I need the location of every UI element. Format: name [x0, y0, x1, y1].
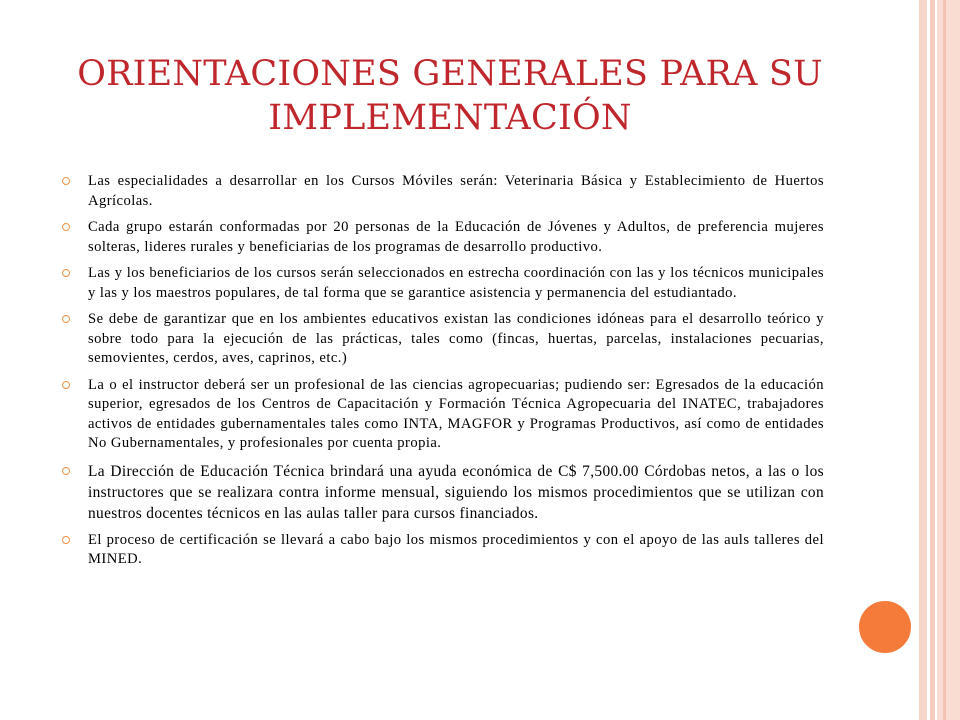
bullet-item: [62, 172, 824, 211]
decorative-stripe: [937, 0, 960, 720]
slide-title: ORIENTACIONES GENERALES PARA SU IMPLEMENTACIÓN: [77, 54, 823, 138]
bullet-text: Las especialidades a desarrollar en los Cursos Móviles serán: Veterinaria Básica y Establecimiento de Huertos Agrícolas.: [88, 173, 824, 209]
bullet-item: [62, 264, 824, 303]
bullet-marker-icon: [62, 269, 70, 277]
bullet-marker-icon: [62, 536, 70, 544]
decorative-circle: [856, 598, 914, 656]
bullet-marker-icon: [62, 467, 70, 475]
bullet-marker-icon: [62, 223, 70, 231]
bullet-list: [62, 172, 824, 577]
bullet-marker-icon: [62, 177, 70, 185]
bullet-marker-icon: [62, 315, 70, 323]
bullet-item: [62, 376, 824, 454]
bullet-item: [62, 218, 824, 257]
bullet-item: [62, 461, 824, 524]
bullet-item: [62, 531, 824, 570]
bullet-text: La Dirección de Educación Técnica brindará una ayuda económica de C$ 7,500.00 Córdobas netos, a las o los instructores que se realizara contra informe mensual, siguiendo los mismos procedimientos que se utilizan con nuestros docentes técnicos en las aulas taller para cursos financiados.: [88, 462, 824, 522]
bullet-text: El proceso de certificación se llevará a cabo bajo los mismos procedimientos y con el apoyo de las auls talleres del MINED.: [88, 531, 824, 567]
bullet-text: Cada grupo estarán conformadas por 20 personas de la Educación de Jóvenes y Adultos, de preferencia mujeres solteras, lideres rurales y beneficiarias de los programas de desarrollo productivo.: [88, 219, 824, 255]
decorative-stripe: [930, 0, 935, 720]
bullet-text: Se debe de garantizar que en los ambientes educativos existan las condiciones idóneas para el desarrollo teórico y sobre todo para la ejecución de las prácticas, tales como (fincas, huertas, parcelas, instalaciones pecuarias, semovientes, cerdos, aves, caprinos, etc.): [88, 311, 824, 366]
bullet-item: [62, 310, 824, 369]
bullet-text: Las y los beneficiarios de los cursos serán seleccionados en estrecha coordinación con las y los técnicos municipales y las y los maestros populares, de tal forma que se garantice asistencia y permanencia del estudiantado.: [88, 265, 824, 301]
bullet-marker-icon: [62, 381, 70, 389]
bullet-text: La o el instructor deberá ser un profesional de las ciencias agropecuarias; pudiendo ser: Egresados de la educación superior, egresados de los Centros de Capacitación y Formación Técnica Agropecuaria del INATEC, trabajadores activos de entidades gubernamentales tales como INTA, MAGFOR y Programas Productivos, así como de entidades No Gubernamentales, y profesionales por cuenta propia.: [88, 376, 824, 451]
decorative-stripe: [943, 0, 946, 720]
decorative-stripe: [919, 0, 927, 720]
